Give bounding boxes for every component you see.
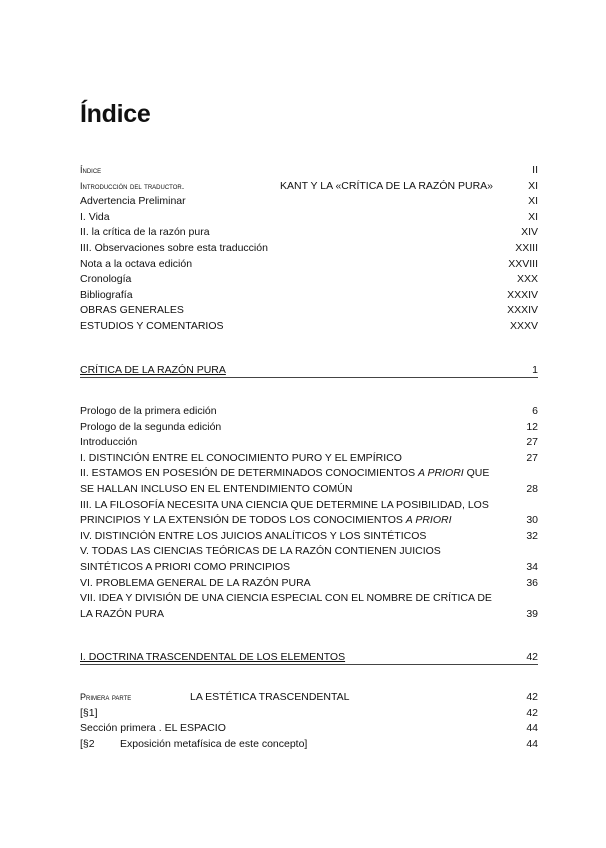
toc-entry[interactable] (80, 241, 538, 257)
toc-entry-label: Sección primera . EL ESPACIO (80, 722, 226, 735)
toc-entry[interactable] (80, 210, 538, 226)
toc-entry[interactable] (80, 576, 538, 592)
toc-entry[interactable] (80, 498, 538, 529)
toc-entry[interactable] (80, 451, 538, 467)
toc-entry-page: 30 (526, 514, 538, 527)
toc-entry-page: 34 (526, 560, 538, 573)
toc-entry-label: Prologo de la primera edición (80, 405, 217, 417)
toc-entry[interactable] (80, 404, 538, 420)
toc-entry-italic: A PRIORI (405, 514, 452, 527)
toc-entry-page: XXIII (515, 241, 538, 254)
toc-entry[interactable] (80, 179, 538, 195)
toc-entry-label: ESTUDIOS Y COMENTARIOS (80, 319, 224, 332)
toc-entry-page: 36 (526, 576, 538, 589)
toc-entry[interactable] (80, 591, 538, 622)
toc-entry-page: 44 (526, 737, 538, 750)
toc-entry[interactable] (80, 257, 538, 273)
toc-entry-page: XXX (516, 273, 538, 286)
toc-entry-label: I. Vida (80, 210, 110, 223)
toc-entry-page: 44 (526, 722, 538, 735)
toc-entry-label: OBRAS GENERALES (80, 304, 184, 317)
toc-entry-page: 27 (526, 436, 538, 449)
toc-entry-label: [§1] (80, 706, 98, 719)
toc-entry[interactable] (80, 544, 538, 575)
toc-entry-label: Bibliografía (80, 288, 133, 301)
toc-entry[interactable] (80, 225, 538, 241)
toc-entry[interactable] (80, 194, 538, 210)
toc-entry-label: II. ESTAMOS EN POSESIÓN DE DETERMINADOS CONOCIMIENTOS (80, 467, 416, 480)
toc-entry-page: XI (528, 195, 538, 208)
toc-entry[interactable] (80, 420, 538, 436)
toc-entry[interactable] (80, 721, 538, 737)
toc-entry-label: Índice (80, 165, 102, 175)
toc-entry-page: 6 (532, 405, 538, 417)
toc-entry-label: Introducción del traductor. (80, 180, 185, 191)
toc-entry-page: 42 (526, 691, 538, 703)
toc-entry-page: 32 (526, 529, 538, 542)
toc-entry[interactable] (80, 466, 538, 497)
toc-entry-italic: A PRIORI (418, 467, 464, 480)
toc-section-label: I. DOCTRINA TRASCENDENTAL DE LOS ELEMENTOS (80, 651, 346, 663)
toc-entry-label: Cronología (80, 273, 132, 286)
toc-entry-label: Introducción (80, 436, 138, 449)
toc-entry-label: Nota a la octava edición (80, 257, 193, 270)
toc-entry-label: II. la crítica de la razón pura (80, 226, 210, 239)
toc-entry[interactable] (80, 303, 538, 319)
toc-entry-label: [§2 (80, 737, 95, 750)
toc-entry[interactable] (80, 706, 538, 722)
toc-entry-subtitle: Exposición metafísica de este concepto] (120, 737, 308, 750)
toc-main (80, 404, 538, 622)
toc-entry-page: XXXV (509, 319, 538, 332)
toc-entry-label: I. DISTINCIÓN ENTRE EL CONOCIMIENTO PURO Y EL EMPÍRICO (80, 451, 402, 464)
toc-front-matter (80, 163, 538, 335)
toc-entry-page: 39 (526, 607, 538, 620)
toc-section-page: 1 (532, 364, 538, 376)
toc-entry-page: II (532, 164, 538, 176)
toc-section-heading[interactable] (80, 650, 538, 665)
toc-entry-page: XI (528, 210, 538, 223)
toc-entry[interactable] (80, 272, 538, 288)
toc-entry-label: Advertencia Preliminar (80, 195, 186, 208)
toc-entry-label: IV. DISTINCIÓN ENTRE LOS JUICIOS ANALÍTICOS Y LOS SINTÉTICOS (80, 529, 427, 542)
toc-entry[interactable] (80, 288, 538, 304)
toc-entry-label: VII. IDEA Y DIVISIÓN DE UNA CIENCIA ESPECIAL CON EL NOMBRE DE CRÍTICA DE LA RAZÓN PURA (80, 592, 492, 620)
toc-entry-label: Prologo de la segunda edición (80, 420, 222, 433)
toc-section-heading[interactable] (80, 363, 538, 378)
toc-entry[interactable] (80, 690, 538, 706)
toc-part (80, 690, 538, 752)
toc-entry-page: 12 (526, 420, 538, 433)
toc-section-page: 42 (526, 651, 538, 663)
toc-entry-page: XI (528, 179, 538, 192)
toc-section-label: CRÍTICA DE LA RAZÓN PURA (80, 364, 226, 376)
toc-entry[interactable] (80, 529, 538, 545)
toc-entry-label-cont: QUE SE HALLAN INCLUSO EN EL ENTENDIMIENTO COMÚN (80, 467, 490, 495)
toc-entry-subtitle: KANT Y LA «CRÍTICA DE LA RAZÓN PURA» (280, 179, 493, 192)
toc-entry-label: III. Observaciones sobre esta traducción (80, 241, 268, 254)
toc-entry-subtitle: LA ESTÉTICA TRASCENDENTAL (190, 691, 350, 703)
toc-entry-page: XIV (521, 226, 538, 239)
toc-entry[interactable] (80, 737, 538, 753)
toc-entry-label: Primera parte (80, 692, 132, 702)
toc-entry-label: VI. PROBLEMA GENERAL DE LA RAZÓN PURA (80, 576, 311, 589)
toc-entry-page: 27 (526, 451, 538, 464)
toc-entry-page: XXVIII (508, 257, 538, 270)
page-title: Índice (80, 100, 151, 128)
toc-entry-label: III. LA FILOSOFÍA NECESITA UNA CIENCIA QUE DETERMINE LA POSIBILIDAD, LOS PRINCIPIOS Y LA EXTENSIÓN DE TODOS LOS CONOCIMIENTOS (80, 498, 489, 527)
toc-entry-page: XXXIV (507, 288, 538, 301)
toc-entry-label: V. TODAS LAS CIENCIAS TEÓRICAS DE LA RAZÓN CONTIENEN JUICIOS SINTÉTICOS A PRIORI COMO PRINCIPIOS (80, 545, 441, 573)
toc-entry[interactable] (80, 163, 538, 179)
toc-entry-page: 42 (526, 706, 538, 719)
toc-entry-page: XXXIV (507, 304, 538, 317)
toc-entry[interactable] (80, 319, 538, 335)
toc-entry[interactable] (80, 435, 538, 451)
toc-entry-page: 28 (526, 482, 538, 495)
